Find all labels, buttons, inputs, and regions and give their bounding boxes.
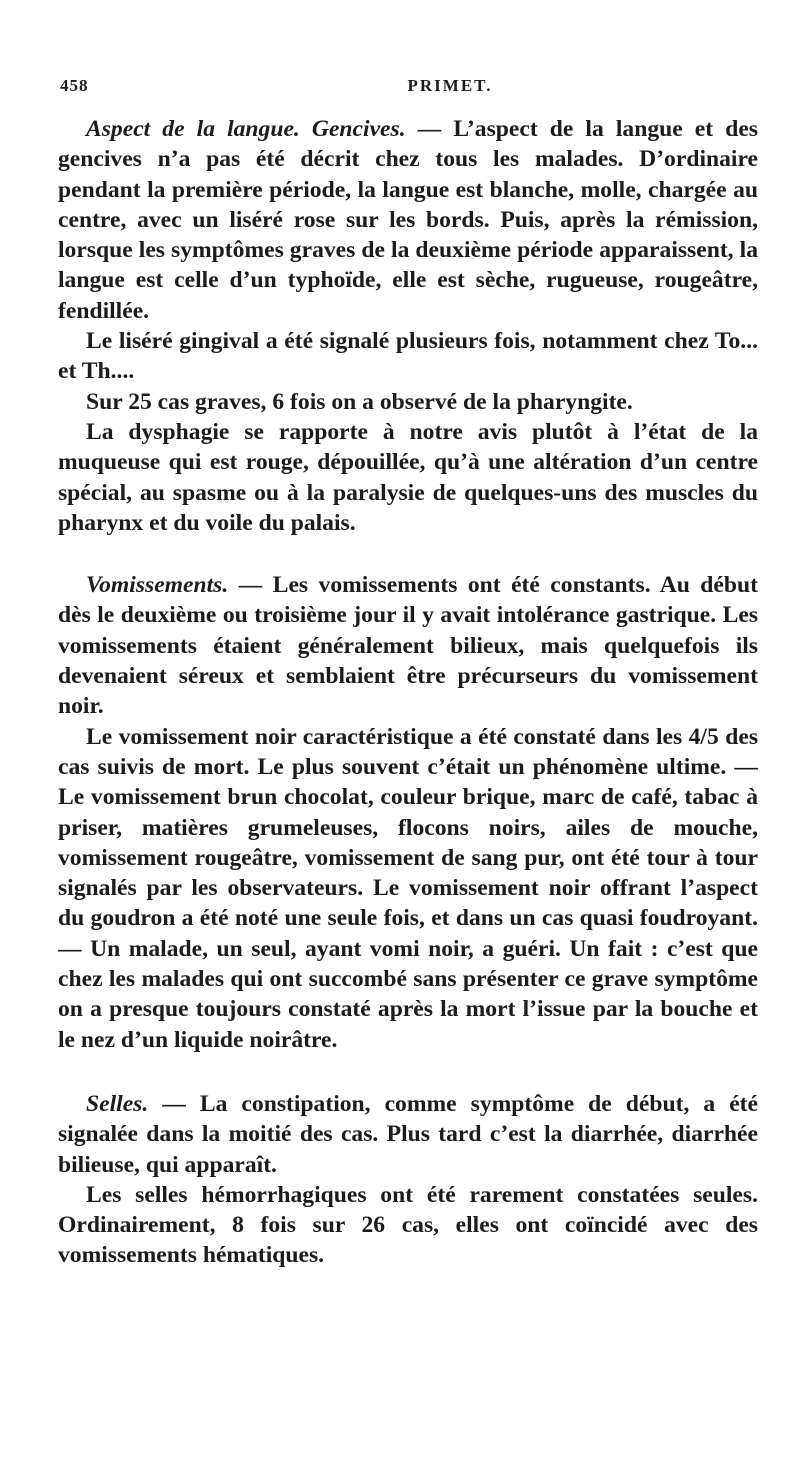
paragraph-lisere: Le liséré gingival a été signalé plusieurs fois, notamment chez To... et Th.... xyxy=(58,328,758,385)
paragraph-selles-intro xyxy=(58,1089,758,1180)
body-text xyxy=(58,114,758,1271)
heading-separator: — xyxy=(228,572,273,599)
paragraph-langue-intro xyxy=(58,114,758,326)
heading-separator: — xyxy=(405,116,454,142)
paragraph-selles-hemorrhagiques: Les selles hémorrhagiques ont été rarement constatées seules. Ordinairement, 8 fois sur 26 cas, elles ont coïncidé avec des vomissements hématiques. xyxy=(58,1181,758,1269)
paragraph-text: L’aspect de la langue et des gencives n’a pas été décrit chez tous les malades. D’ordinaire pendant la première période, la langue est blanche, molle, chargée au centre, avec un liséré rose sur les bords. Puis, après la rémission, lorsque les symptômes graves de la deuxième période apparaissent, la langue est celle d’un typhoïde, elle est sèche, rugueuse, rougeâtre, fendillée. xyxy=(58,116,758,324)
section-heading-langue: Aspect de la langue. Gencives. xyxy=(86,116,406,142)
page-header xyxy=(60,76,760,100)
running-title: PRIMET. xyxy=(407,76,493,95)
paragraph-pharyngite: Sur 25 cas graves, 6 fois on a observé de la pharyngite. xyxy=(86,388,633,415)
paragraph-text: La constipation, comme symptôme de début, a été signalée dans la moitié des cas. Plus tard c’est la diarrhée, diarrhée bilieuse, qui apparaît. xyxy=(58,1090,759,1178)
paragraph-vomissement-noir: Le vomissement noir caractéristique a été constaté dans les 4/5 des cas suivis de mort. Le plus souvent c’était un phénomène ultime. — Le vomissement brun chocolat, couleur brique, marc de café, tabac à priser, matières grumeleuses, flocons noirs, ailes de mouche, vomissement rougeâtre, vomissement de sang pur, ont été tour à tour signalés par les observateurs. Le vomissement noir offrant l’aspect du goudron a été noté une seule fois, et dans un cas quasi foudroyant. — Un malade, un seul, ayant vomi noir, a guéri. Un fait : c’est que chez les malades qui ont succombé sans présenter ce grave symptôme on a presque toujours constaté après la mort l’issue par la bouche et le nez d’un liquide noirâtre. xyxy=(58,723,758,1053)
section-heading-vomissements: Vomissements. xyxy=(86,572,229,599)
paragraph-text: Les vomissements ont été constants. Au début dès le deuxième ou troisième jour il y avait intolérance gastrique. Les vomissements étaient généralement bilieux, mais quelquefois ils devenaient séreux et semblaient être précurseurs du vomissement noir. xyxy=(58,572,758,720)
paragraph-vomissements-intro xyxy=(58,570,758,721)
heading-separator: — xyxy=(148,1090,200,1117)
section-heading-selles: Selles. xyxy=(86,1090,149,1117)
section-gap xyxy=(58,538,758,570)
page-number: 458 xyxy=(60,76,89,95)
paragraph-dysphagie: La dysphagie se rapporte à notre avis plutôt à l’état de la muqueuse qui est rouge, dépouillée, qu’à une altération d’un centre spécial, au spasme ou à la paralysie de quelques-uns des muscles du pharynx et du voile du palais. xyxy=(58,418,758,536)
section-gap xyxy=(58,1055,758,1089)
